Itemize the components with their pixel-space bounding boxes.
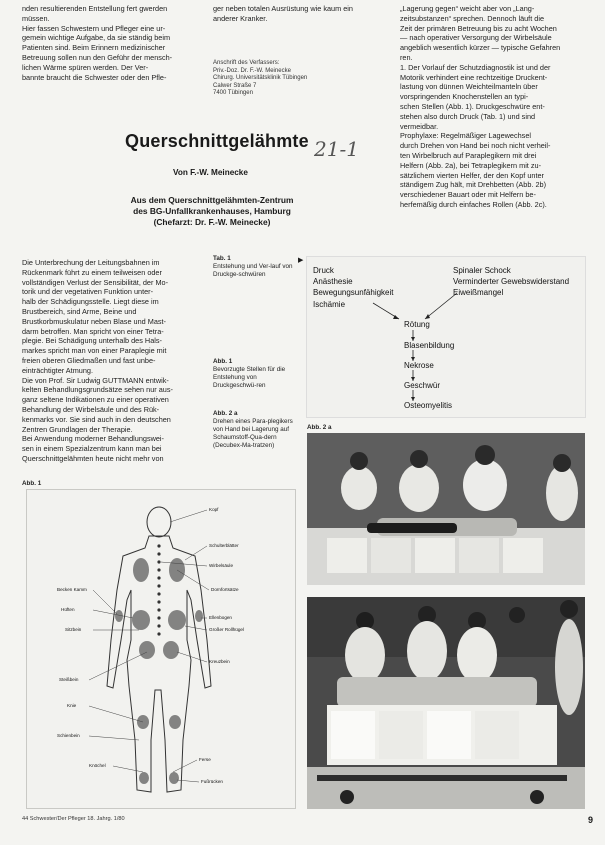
author-address-line: Chirurg. Universitätsklinik Tübingen (213, 75, 308, 82)
page-number: 9 (587, 815, 593, 825)
left-column-main-line: Zentren Grundlagen der Therapie. (22, 424, 133, 434)
left-column-main-line: kelten Behandlungsgrundsätze sehen nur aus- (22, 385, 173, 395)
fig1-label-kreuzbein: Kreuzbein (209, 659, 230, 664)
left-column-main-line: Behandlung der Wirbelsäule und des Rük- (22, 404, 160, 414)
abb2a-caption-head: Abb. 2 a (213, 410, 238, 417)
fig1-label-schienbein: Schienbein (57, 733, 80, 738)
left-column-main-line: Die von Prof. Sir Ludwig GUTTMANN entwik- (22, 375, 169, 385)
handwritten-annotation: 21-1 (314, 137, 359, 161)
author-address-line: Calwer Straße 7 (213, 82, 257, 89)
institution-line-2: des BG-Unfallkrankenhauses, Hamburg (133, 206, 291, 216)
right-column-line: schen Stellen (Abb. 1). Druckgeschwüre ent- (400, 101, 545, 111)
left-column-top-line: lichen Wärme spüren werden. Der Ver- (22, 62, 149, 72)
flow-chain-4: Geschwür (404, 381, 441, 390)
right-column-line: vorspringenden Knochenstellen an typi- (400, 92, 529, 102)
author-address-line: Anschrift des Verfassers: (213, 60, 280, 66)
left-column-main-line: Brustbereich, sind Arme, Beine und (22, 306, 137, 316)
left-column-main-line: Querschnittgelähmten heute nicht mehr von (22, 453, 164, 463)
left-column-main-line: Brustkorbmuskulatur neben Blase und Mast- (22, 316, 166, 326)
right-column-line: lastung von dünnen Weichteilmanteln über (400, 82, 538, 92)
institution-line-1: Aus dem Querschnittgelähmten-Zentrum (130, 195, 294, 205)
fig1-label-knie: Knie (67, 703, 77, 708)
fig1-label-beckenkamm: Becken Kamm (57, 587, 87, 592)
photo-turning-patient-bottom (307, 597, 585, 809)
left-column-top-line: Betreuung sollen nun den Geführ der mensch- (22, 52, 173, 62)
flow-chain-1: Rötung (404, 320, 430, 329)
left-column-main-line: ganz seltene Indikationen zu einer operativen (22, 395, 169, 405)
right-column-line: 1. Der Vorlauf der Schutzdiagnostik ist und der (400, 62, 551, 72)
right-column-line: ständigem Zug hält, mit Drehbetten (Abb. 2b) (400, 180, 547, 190)
tab1-caption-body: Entstehung und Ver-lauf von Druckge-schwüren (213, 263, 293, 278)
abb1-caption-body: Bevorzugte Stellen für die Entstehung von Druckgeschwü-ren (213, 366, 286, 389)
left-column-main-line: sen in einem Spezialzentrum kann man bei (22, 444, 162, 454)
left-column-main-line: einträchtigter Atmung. (22, 365, 93, 375)
institution-line-3: (Chefarzt: Dr. F.-W. Meinecke) (153, 217, 271, 227)
fig1-label-wirbelsaeule: Wirbelsäule (209, 563, 233, 568)
left-column-main-line: freien oberen Gliedmaßen und fast unbe- (22, 355, 156, 365)
article-title: Querschnittgelähmte (125, 131, 309, 151)
left-column-top-line: Patienten sind. Beim Erinnern medizinischer (22, 43, 166, 53)
fig1-label-fussruecken: Fußrücken (201, 779, 223, 784)
fig1-label-ellenbogen: Ellenbogen (209, 615, 232, 620)
flowchart-arrows (307, 257, 585, 417)
flow-chain-2: Blasenbildung (404, 341, 455, 350)
flow-left-1: Druck (313, 266, 334, 275)
right-column-line: Zeit der primären Betreuung bis zu acht Wochen (400, 23, 557, 33)
fig1-label-ferse: Ferse (199, 757, 211, 762)
middle-column-top-line: anderer Kranker. (213, 13, 268, 23)
right-column-line: zeitsubstanzen“ sprechen. Dennoch läuft die (400, 13, 544, 23)
left-column-main-line: vollständigen Verlust der Sensibilität, der Mo- (22, 277, 169, 287)
right-column-line: durch Drehen von Hand bei noch nicht verheil- (400, 141, 551, 151)
right-column-line: ten Wirbelbruch auf Paraplegikern mit drei (400, 150, 537, 160)
left-column-top-line: nden resultierenden Entstellung fert gwerden (22, 4, 168, 13)
abb2a-label: Abb. 2 a (307, 424, 332, 431)
fig1-label-steissbein: Steißbein (59, 677, 79, 682)
left-column-top-line: bannte braucht die Schwester oder den Pfle- (22, 72, 167, 82)
flow-left-3: Bewegungsunfähigkeit (313, 288, 394, 297)
fig1-label-rollhuegel: Großer Rollhügel (209, 627, 244, 632)
right-column-line: herfemäßig durch einfaches Rollen (Abb. 2c). (400, 199, 547, 209)
left-column-main-line: Die Unterbrechung der Leitungsbahnen im (22, 258, 160, 267)
left-column-main-line: halb der Schädigungsstelle. Liegt diese im (22, 297, 159, 307)
author-byline: Von F.-W. Meinecke (173, 168, 248, 177)
middle-column-top-text (213, 4, 395, 26)
body-outline (27, 490, 295, 808)
flow-chain-5: Osteomyelitis (404, 401, 453, 410)
fig1-label-dornfortsaetze: Dornfortsätze (211, 587, 239, 592)
right-column-line: ren. (400, 52, 413, 62)
right-column-line: verschiedener Bauart oder mit Helfern be- (400, 190, 536, 200)
footer-text: 44 Schwester/Der Pfleger 18. Jahrg. 1/80 (22, 816, 125, 822)
right-column-line: „Lagerung gegen“ weicht aber von „Lang- (400, 4, 535, 13)
pressure-points-figure (26, 489, 296, 809)
fig1-label-schulterblaetter: Schulterblätter (209, 543, 239, 548)
middle-column-top-line: ger neben totalen Ausrüstung wie kaum ein (213, 4, 353, 13)
abb2a-caption (213, 410, 295, 450)
left-column-main-text (22, 258, 208, 466)
fig1-label-sitzbein: Sitzbein (65, 627, 82, 632)
left-column-main-line: Bei Anwendung moderner Behandlungswei- (22, 434, 164, 444)
abb2a-caption-body: Drehen eines Para-plegikers von Hand bei Lagerung auf Schaumstoff-Qua-dern (Decubex-Ma-tratzen) (213, 418, 293, 449)
left-column-top-text (22, 4, 208, 84)
right-column-line: vermeidbar. (400, 121, 439, 131)
author-address-line: Priv.-Doz. Dr. F.-W. Meinecke (213, 67, 291, 74)
left-column-top-line: gemein wichtige Aufgabe, da sie ständig beim (22, 33, 171, 43)
left-column-main-line: plegie. Bei Schädigung unterhalb des Hals- (22, 336, 162, 346)
pressure-sore-flowchart (306, 256, 586, 418)
fig1-label-kopf: Kopf (209, 507, 219, 512)
flow-right-2: Verminderter Gewebswiderstand (453, 277, 570, 286)
left-column-main-line: kenmarks vor. Sie sind auch in den deutschen (22, 414, 171, 424)
left-column-main-line: Rückenmark führt zu einem teilweisen oder (22, 267, 162, 277)
flow-chain-3: Nekrose (404, 361, 434, 370)
tab1-caption-head: Tab. 1 (213, 255, 231, 262)
right-column-line: — nach operativer Versorgung der Wirbelsäule (400, 33, 552, 43)
flow-left-2: Anästhesie (313, 277, 353, 286)
left-column-top-line: Hier fassen Schwestern und Pfleger eine ur- (22, 23, 166, 33)
left-column-main-line: markes spricht man von einer Paraplegie mit (22, 346, 167, 356)
abb1-label: Abb. 1 (22, 480, 42, 487)
left-column-main-line: torik und der vegetativen Funktion unter- (22, 287, 154, 297)
flow-left-4: Ischämie (313, 300, 346, 309)
fig1-label-knoechel: Knöchel (89, 763, 106, 768)
right-column-line: Prophylaxe: Regelmäßiger Lagewechsel (400, 131, 532, 141)
flow-right-3: Eiweißmangel (453, 288, 504, 297)
author-address (213, 60, 343, 98)
arrow-marker: ▶ (298, 257, 304, 264)
right-column-line: stehen also durch Druck (Tab. 1) und sind (400, 111, 536, 121)
left-column-top-line: müssen. (22, 13, 50, 23)
flow-right-1: Spinaler Schock (453, 266, 511, 275)
abb1-caption-head: Abb. 1 (213, 358, 233, 365)
right-column-line: sätzlichem vierten Helfer, der den Kopf unter (400, 170, 544, 180)
fig1-label-hueften: Hüften (61, 607, 75, 612)
right-column-line: Helfern (Abb. 2a), bei Tetraplegikern mit zu- (400, 160, 542, 170)
abb1-caption (213, 358, 295, 390)
right-column-text (400, 4, 584, 212)
author-address-line: 7400 Tübingen (213, 90, 253, 97)
institution-block (96, 195, 328, 228)
photo-turning-patient-top (307, 433, 585, 585)
right-column-line: Motorik verhindert eine rechtzeitige Druckent- (400, 72, 548, 82)
left-column-main-line: darm betroffen. Man spricht von einer Tetra- (22, 326, 164, 336)
tab1-caption (213, 255, 295, 279)
right-column-line: angeblich wesentlich kürzer — typische Gefahren (400, 43, 561, 53)
